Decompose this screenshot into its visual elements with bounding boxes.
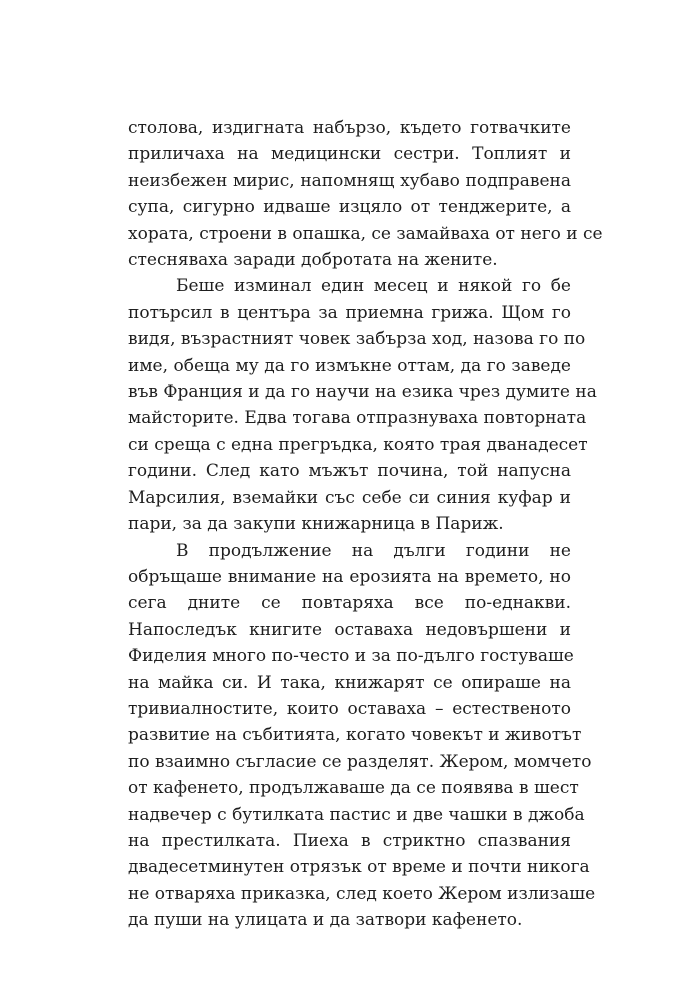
text-line: във Франция и да го научи на езика чрез думите на — [128, 382, 597, 403]
text-line: потърсил в центъра за приемна грижа. Щом го — [128, 302, 571, 323]
text-line: години. След като мъжът почина, той напусна — [128, 461, 571, 482]
text-line: супа, сигурно идваше изцяло от тенджерите, а — [128, 197, 571, 218]
text-line: обръщаше внимание на ерозията на времето, но — [128, 566, 571, 587]
text-line: Беше изминал един месец и някой го бе — [176, 276, 571, 297]
text-line: столова, издигната набързо, където готвачките — [128, 118, 571, 138]
text-line: по взаимно съгласие се разделят. Жером, момчето — [128, 751, 592, 772]
text-line: майсторите. Едва тогава отпразнуваха повторната — [128, 408, 587, 429]
text-line: приличаха на медицински сестри. Топлият и — [128, 144, 571, 165]
text-line: да пуши на улицата и да затвори кафенето. — [128, 910, 523, 931]
text-line: двадесетминутен отрязък от време и почти никога — [128, 857, 590, 878]
text-line: тривиалностите, които оставаха – естественото — [128, 698, 571, 719]
text-line: пари, за да закупи книжарница в Париж. — [128, 514, 504, 535]
text-line: Марсилия, вземайки със себе си синия куфар и — [128, 487, 571, 508]
text-line: развитие на събитията, когато човекът и животът — [128, 725, 582, 746]
text-line: сега дните се повтаряха все по-еднакви. — [128, 593, 571, 614]
text-line: неизбежен мирис, напомнящ хубаво подправена — [128, 170, 571, 191]
paragraph-1 — [128, 115, 603, 273]
text-line: видя, възрастният човек забърза ход, назова го по — [128, 329, 586, 350]
text-line: Напоследък книгите оставаха недовършени и — [128, 619, 571, 640]
text-line: не отваряха приказка, след което Жером излизаше — [128, 883, 596, 904]
text-line: В продължение на дълги години не — [176, 540, 571, 561]
text-line: на престилката. Пиеха в стриктно спазвания — [128, 830, 571, 851]
text-line: име, обеща му да го измъкне оттам, да го заведе — [128, 355, 571, 376]
paragraph-2 — [128, 273, 597, 537]
text-line: на майка си. И така, книжарят се опираше на — [128, 672, 571, 693]
text-line: надвечер с бутилката пастис и две чашки в джоба — [128, 804, 585, 825]
text-line: хората, строени в опашка, се замайваха от него и се — [128, 223, 603, 244]
text-line: си среща с една прегръдка, която трая дванадесет — [128, 434, 588, 455]
body-text — [128, 115, 603, 934]
text-line: стесняваха заради добротата на жените. — [128, 250, 498, 271]
paragraph-3 — [128, 538, 596, 934]
text-line: Фиделия много по-често и за по-дълго гостуваше — [128, 646, 574, 667]
text-line: от кафенето, продължаваше да се появява в шест — [128, 778, 579, 799]
